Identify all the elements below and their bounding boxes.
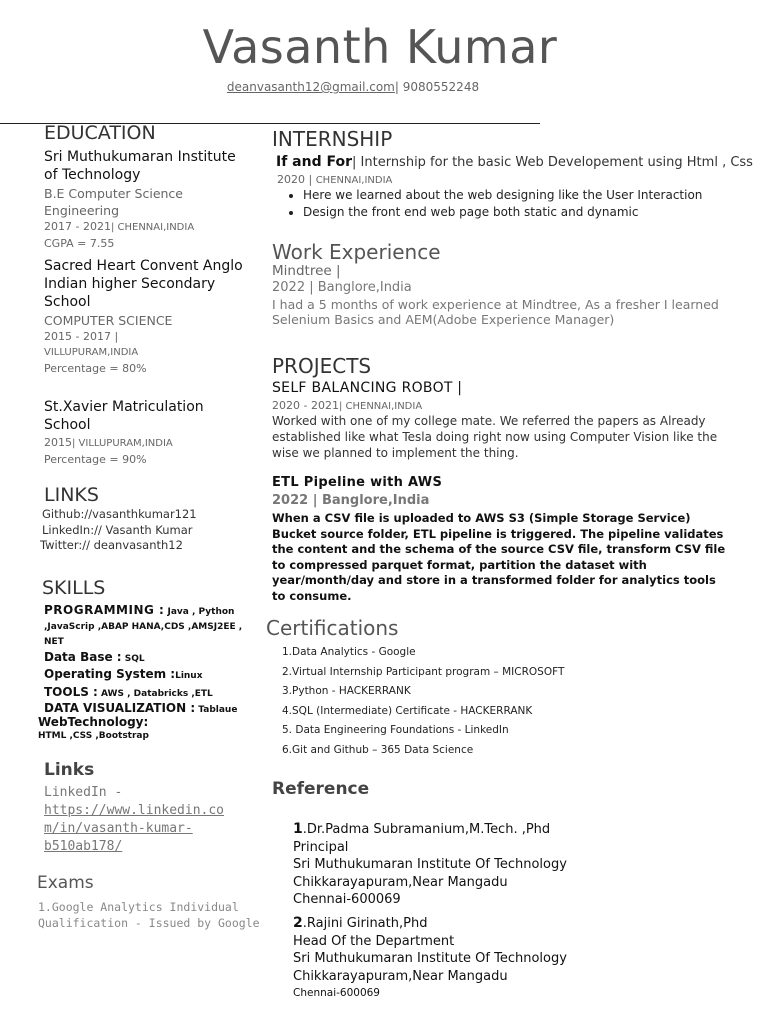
- ref-name-line: [293, 821, 567, 839]
- url-line: m/in/vasanth-kumar-: [44, 821, 193, 836]
- skill-label: TOOLS :: [44, 685, 98, 699]
- dates: 2015: [44, 436, 72, 449]
- skill-value: Tablaue: [195, 705, 238, 715]
- ref-role: Head Of the Department: [293, 933, 455, 949]
- work-heading: Work Experience: [272, 240, 441, 264]
- url-line: https://www.linkedin.co: [44, 803, 225, 818]
- skill-programming: [44, 603, 244, 648]
- contact-separator: |: [394, 80, 403, 94]
- location: | CHENNAI,INDIA: [110, 222, 195, 233]
- ref-name-line: [293, 915, 567, 933]
- skill-os: [44, 663, 203, 682]
- github-link[interactable]: Github://vasanthkumar121: [42, 507, 197, 521]
- reference-2: [293, 915, 567, 1003]
- skill-value: Linux: [175, 671, 203, 681]
- cert-item: 1.Data Analytics - Google: [282, 646, 416, 658]
- reference-1: [293, 821, 567, 909]
- project1-location: | CHENNAI,INDIA: [338, 401, 423, 412]
- skill-value: Java , Python ,JavaScrip ,ABAP HANA,CDS ,AMSJ2EE , NET: [44, 607, 243, 647]
- education-item: [44, 257, 244, 377]
- cert-item: 4.SQL (Intermediate) Certificate - HACKERRANK: [282, 704, 533, 717]
- ref-name: .Rajini Girinath,Phd: [302, 916, 428, 931]
- education-heading: EDUCATION: [44, 122, 156, 144]
- education-item: [44, 148, 244, 252]
- skill-webtech-label: WebTechnology:: [38, 715, 149, 729]
- url-line: b510ab178/: [44, 839, 123, 854]
- linkedin-link[interactable]: LinkedIn:// Vasanth Kumar: [42, 522, 193, 537]
- ref-org: Sri Muthukumaran Institute Of Technology: [293, 857, 567, 872]
- internship-heading: INTERNSHIP: [272, 127, 393, 151]
- twitter-link[interactable]: Twitter:// deanvasanth12: [40, 538, 183, 552]
- location: | VILLUPURAM,INDIA: [72, 438, 173, 449]
- project1-sep: |: [452, 380, 462, 396]
- resume-name: Vasanth Kumar: [202, 20, 558, 74]
- score: Percentage = 80%: [44, 362, 147, 375]
- skill-value: AWS , Databricks ,ETL: [97, 689, 213, 699]
- internship-bullets: [273, 187, 702, 221]
- internship-company: If and For: [276, 154, 353, 170]
- skill-value: SQL: [121, 654, 145, 664]
- cert-item: 6.Git and Github – 365 Data Science: [282, 743, 474, 756]
- ref-org: Sri Muthukumaran Institute Of Technology: [293, 951, 567, 966]
- email-link[interactable]: deanvasanth12@gmail.com: [226, 80, 395, 94]
- education-dates: [44, 219, 244, 236]
- skill-webtech-value: HTML ,CSS ,Bootstrap: [38, 731, 149, 741]
- internship-desc: | Internship for the basic Web Developement using Html , Css: [352, 155, 753, 170]
- exam-line: 1.Google Analytics Individual: [38, 900, 239, 914]
- degree: B.E Computer Science Engineering: [44, 186, 183, 218]
- internship-line: [276, 154, 753, 170]
- dates: 2017 - 2021: [44, 220, 111, 233]
- bullet-item: • Design the front end web page both static and dynamic: [303, 204, 702, 221]
- project1-desc: Worked with one of my college mate. We referred the papers as Already established like what Tesla doing right now using Computer Vision like the wise we planned to implement the thing.: [272, 414, 718, 460]
- links-list: [42, 507, 197, 554]
- project1-title: SELF BALANCING ROBOT: [272, 380, 453, 396]
- phone-number: 9080552248: [402, 80, 480, 94]
- contact-line: [0, 80, 706, 94]
- work-company: Mindtree |: [272, 263, 341, 279]
- ref-city: Chennai-600069: [293, 892, 401, 907]
- skill-label: Data Base :: [44, 650, 122, 664]
- ref-name: .Dr.Padma Subramanium,M.Tech. ,Phd: [302, 822, 551, 837]
- project2-meta: 2022 | Banglore,India: [272, 493, 430, 508]
- institution: Sacred Heart Convent Anglo Indian higher Secondary School: [44, 258, 243, 310]
- project2-desc: When a CSV file is uploaded to AWS S3 (Simple Storage Service) Bucket source folder, ETL pipeline is triggered. The pipeline validates the content and the schema of the source CSV file, transform CSV file to compressed parquet format, partition the dataset with year/month/day and store in a transformed folder for analytics tools to consume.: [272, 511, 726, 603]
- certifications-list: [282, 643, 564, 760]
- education-item: [44, 398, 244, 468]
- skill-label: Operating System :: [44, 667, 176, 681]
- skill-label: DATA VISUALIZATION :: [44, 701, 196, 715]
- score: CGPA = 7.55: [44, 237, 115, 250]
- cert-item: 2.Virtual Internship Participant program – MICROSOFT: [282, 665, 565, 678]
- ref-number: 2: [293, 915, 303, 931]
- education-dates: [44, 435, 244, 452]
- institution: St.Xavier Matriculation School: [44, 399, 204, 433]
- cert-item: 3.Python - HACKERRANK: [282, 685, 411, 697]
- work-meta: 2022 | Banglore,India: [272, 280, 412, 295]
- institution: Sri Muthukumaran Institute of Technology: [44, 149, 236, 183]
- links-heading: LINKS: [44, 484, 99, 506]
- linkedin-label: LinkedIn -: [44, 785, 123, 800]
- skill-label: PROGRAMMING :: [44, 603, 165, 617]
- ref-address: Chikkarayapuram,Near Mangadu: [293, 968, 508, 984]
- exams-heading: Exams: [37, 873, 94, 893]
- location: VILLUPURAM,INDIA: [44, 347, 139, 358]
- work-desc: I had a 5 months of work experience at Mindtree, As a fresher I learned Selenium Basics and AEM(Adobe Experience Manager): [272, 297, 719, 327]
- project1-dates: 2020 - 2021: [272, 399, 339, 412]
- score: Percentage = 90%: [44, 453, 147, 466]
- links2-heading: Links: [44, 760, 95, 780]
- linkedin-url[interactable]: [44, 802, 224, 856]
- project2-title: ETL Pipeline with AWS: [272, 475, 443, 490]
- ref-number: 1: [293, 821, 303, 837]
- project1-title-line: [272, 380, 462, 396]
- cert-item: 5. Data Engineering Foundations - LinkedIn: [282, 724, 509, 736]
- reference-heading: Reference: [272, 779, 370, 799]
- skill-dataviz: [44, 697, 237, 716]
- internship-year: 2020 |: [277, 173, 313, 186]
- ref-city: Chennai-600069: [293, 987, 380, 999]
- internship-location: CHENNAI,INDIA: [315, 175, 393, 186]
- exams-text: [38, 899, 260, 931]
- bullet-item: • Here we learned about the web designing like the User Interaction: [303, 187, 702, 204]
- certifications-heading: Certifications: [266, 616, 399, 640]
- dates: 2015 - 2017 |: [44, 330, 119, 343]
- skills-heading: SKILLS: [42, 577, 106, 599]
- projects-heading: PROJECTS: [272, 354, 372, 378]
- degree: COMPUTER SCIENCE: [44, 313, 173, 328]
- ref-address: Chikkarayapuram,Near Mangadu: [293, 874, 508, 890]
- ref-role: Principal: [293, 839, 349, 855]
- exam-line: Qualification - Issued by Google: [38, 916, 260, 930]
